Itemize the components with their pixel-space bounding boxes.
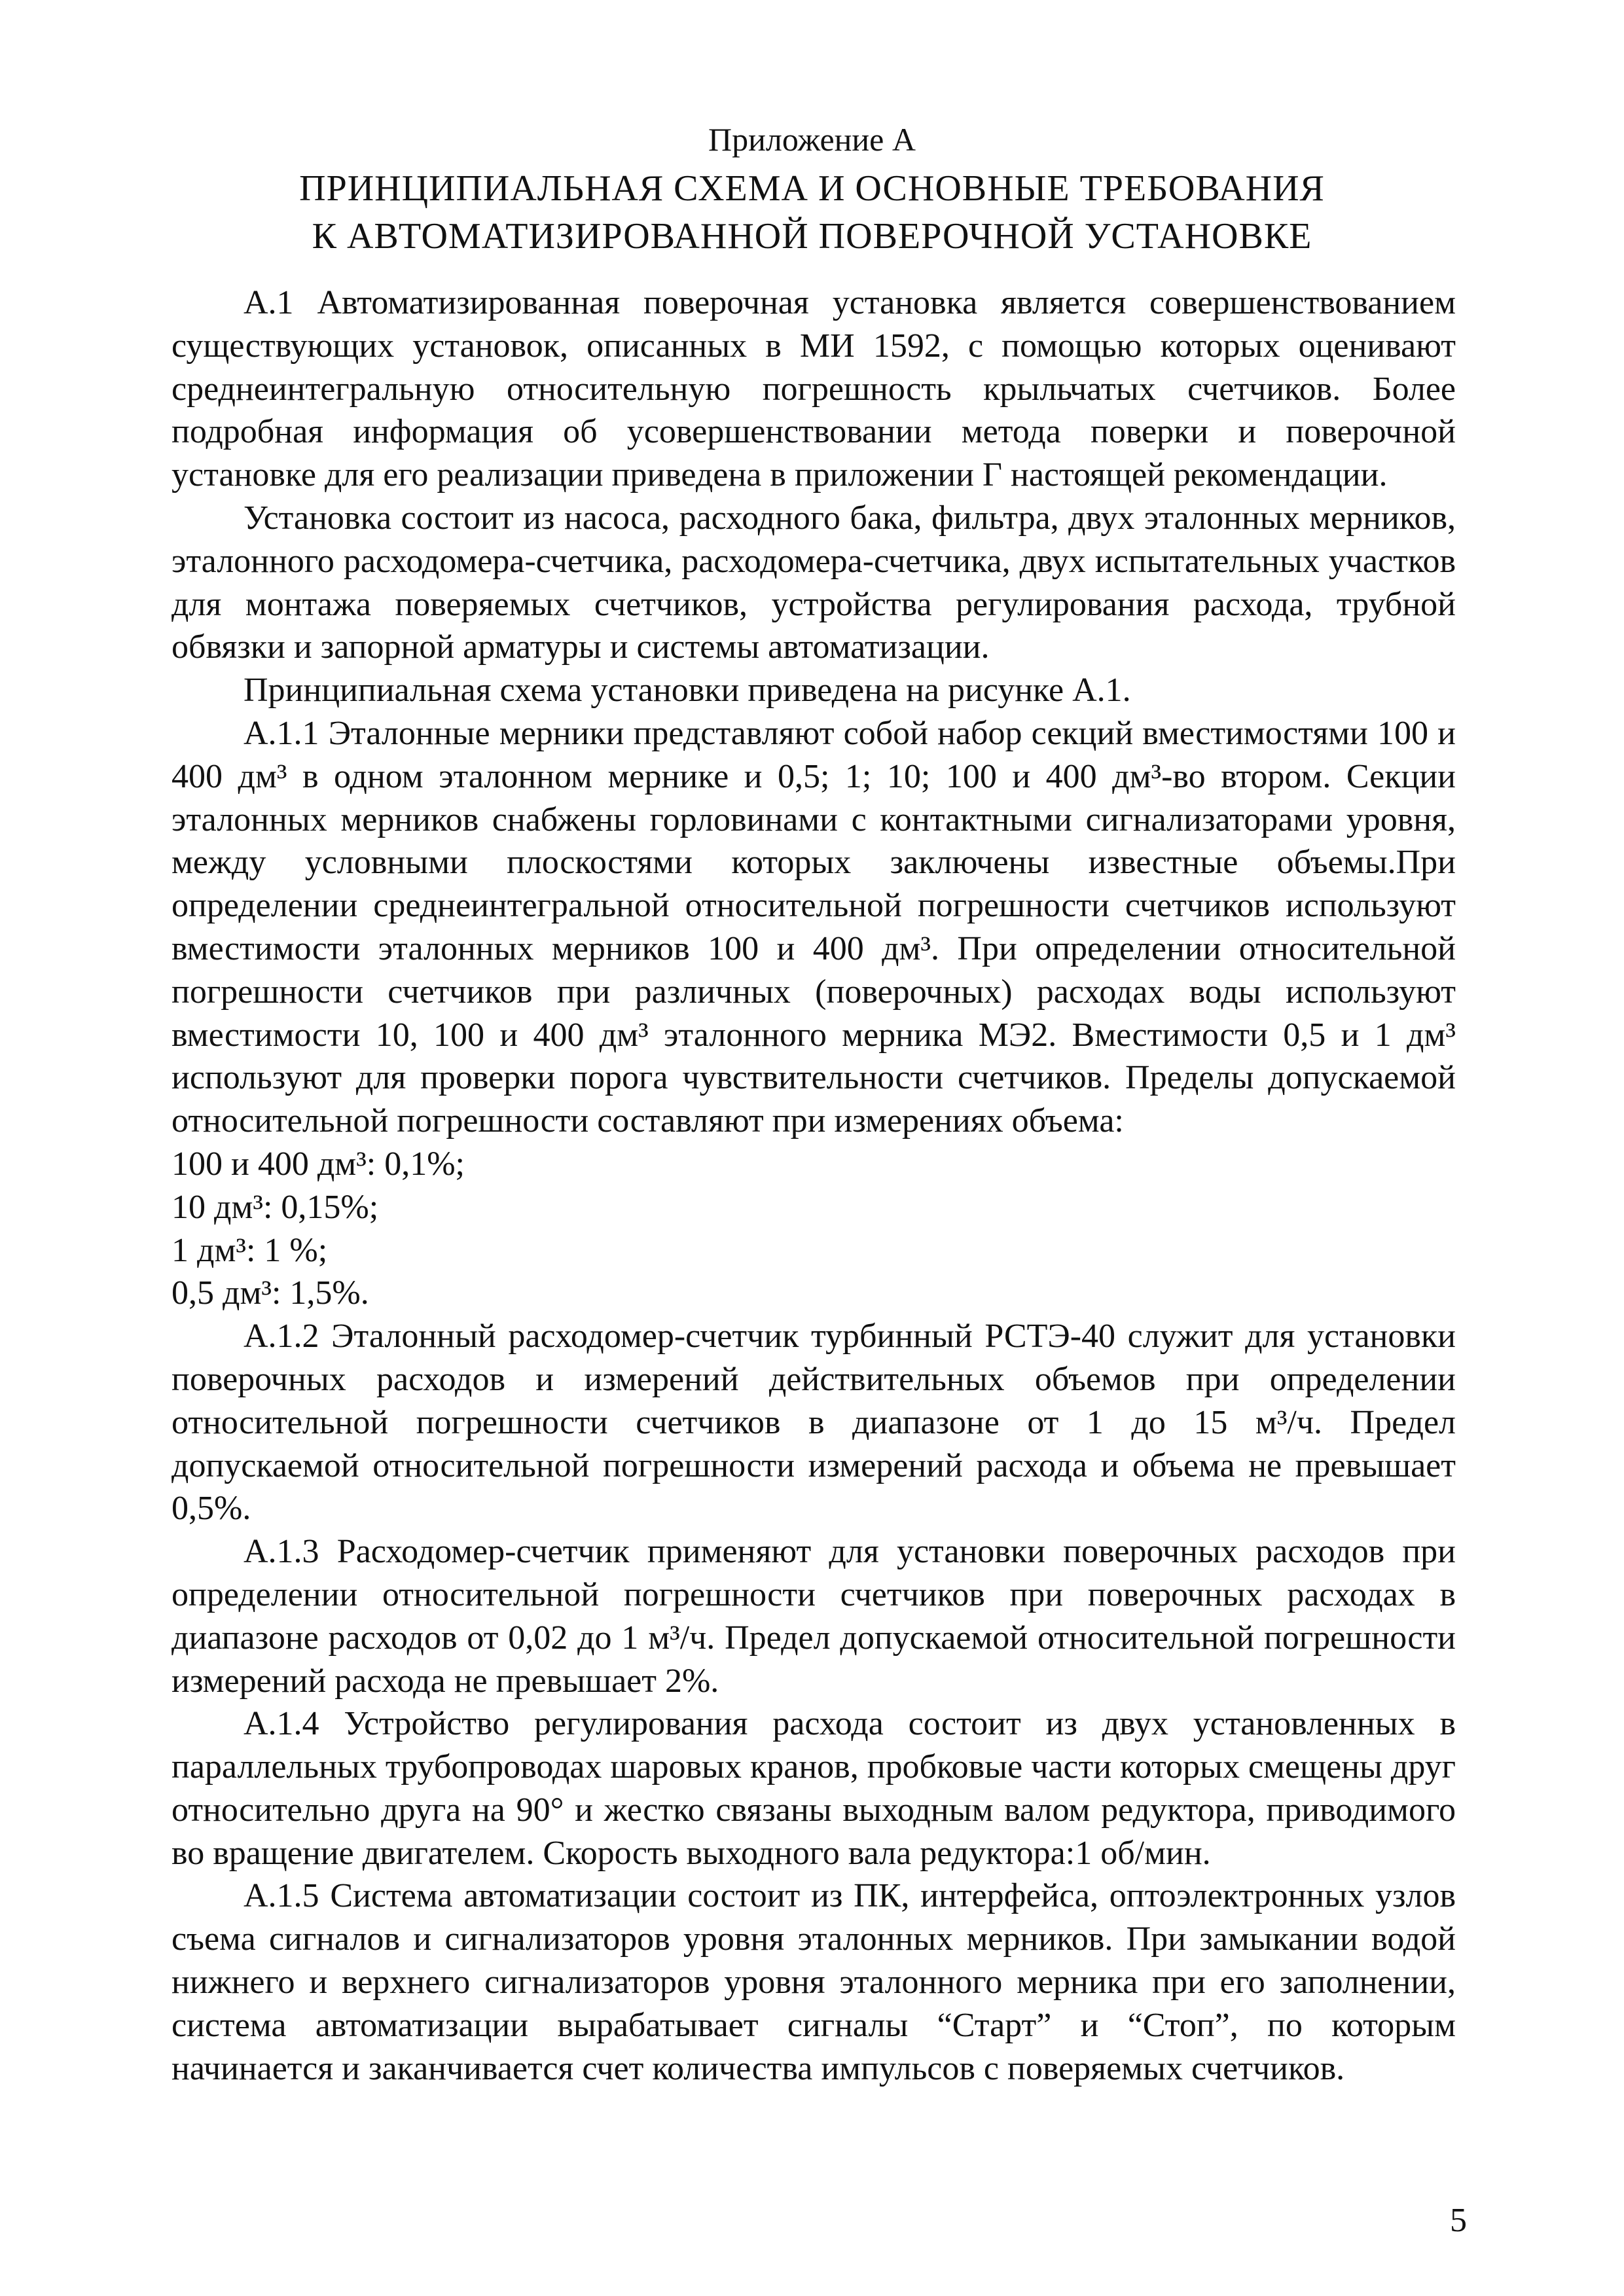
- paragraph-a1-5: А.1.5 Система автоматизации состоит из ПК, интерфейса, оптоэлектронных узлов съема сигналов и сигнализаторов уровня эталонных мерников. При замыкании водой нижнего и верхнего сигнализаторов уровня эталонного мерника при его заполнении, система автоматизации вырабатывает сигналы “Старт” и “Стоп”, по которым начинается и заканчивается счет количества импульсов с поверяемых счетчиков.: [171, 1877, 1456, 2087]
- annex-label: Приложение А: [708, 121, 916, 158]
- paragraph-a1-2: А.1.2 Эталонный расходомер-счетчик турбинный РСТЭ-40 служит для установки поверочных расходов и измерений действительных объемов при определении относительной погрешности счетчиков в диапазоне от 1 до 15 м³/ч. Предел допускаемой относительной погрешности измерений расхода и объема не превышает 0,5%.: [171, 1318, 1456, 1528]
- document-body: [171, 281, 1456, 2090]
- page-number: 5: [1450, 2202, 1467, 2239]
- annex-title-line-1: ПРИНЦИПИАЛЬНАЯ СХЕМА И ОСНОВНЫЕ ТРЕБОВАНИЯ: [299, 168, 1325, 209]
- paragraph-composition: Установка состоит из насоса, расходного бака, фильтра, двух эталонных мерников, эталонного расходомера-счетчика, расходомера-счетчика, двух испытательных участков для монтажа поверяемых счетчиков, устройства регулирования расхода, трубной обвязки и запорной арматуры и системы автоматизации.: [171, 499, 1456, 666]
- paragraph-a1-3: А.1.3 Расходомер-счетчик применяют для установки поверочных расходов при определении относительной погрешности счетчиков при поверочных расходах в диапазоне расходов от 0,02 до 1 м³/ч. Предел допускаемой относительной погрешности измерений расхода не превышает 2%.: [171, 1533, 1456, 1700]
- paragraph-a1-4: А.1.4 Устройство регулирования расхода состоит из двух установленных в параллельных трубопроводах шаровых кранов, пробковые части которых смещены друг относительно друга на 90° и жестко связаны выходным валом редуктора, приводимого во вращение двигателем. Скорость выходного вала редуктора:1 об/мин.: [171, 1705, 1456, 1872]
- limit-item: 1 дм³: 1 %;: [171, 1231, 328, 1269]
- paragraph-a1-1: А.1.1 Эталонные мерники представляют собой набор секций вместимостями 100 и 400 дм³ в одном эталонном мернике и 0,5; 1; 10; 100 и 400 дм³-во втором. Секции эталонных мерников снабжены горловинами с контактными сигнализаторами уровня, между условными плоскостями которых заключены известные объемы.При определении среднеинтегральной относительной погрешности счетчиков используют вместимости эталонных мерников 100 и 400 дм³. При определении относительной погрешности счетчиков при различных (поверочных) расходах воды используют вместимости 10, 100 и 400 дм³ эталонного мерника МЭ2. Вместимости 0,5 и 1 дм³ используют для проверки порога чувствительности счетчиков. Пределы допускаемой относительной погрешности составляют при измерениях объема:: [171, 714, 1456, 1140]
- paragraph-scheme-reference: Принципиальная схема установки приведена на рисунке А.1.: [244, 672, 1131, 709]
- paragraph-a1: А.1 Автоматизированная поверочная установка является совершенствованием существующих установок, описанных в МИ 1592, с помощью которых оценивают среднеинтегральную относительную погрешность крыльчатых счетчиков. Более подробная информация об усовершенствовании метода поверки и поверочной установке для его реализации приведена в приложении Г настоящей рекомендации.: [171, 284, 1456, 494]
- limit-item: 10 дм³: 0,15%;: [171, 1188, 379, 1226]
- limit-item: 100 и 400 дм³: 0,1%;: [171, 1145, 465, 1183]
- annex-title-line-2: К АВТОМАТИЗИРОВАННОЙ ПОВЕРОЧНОЙ УСТАНОВКЕ: [312, 216, 1312, 257]
- limit-item: 0,5 дм³: 1,5%.: [171, 1274, 369, 1312]
